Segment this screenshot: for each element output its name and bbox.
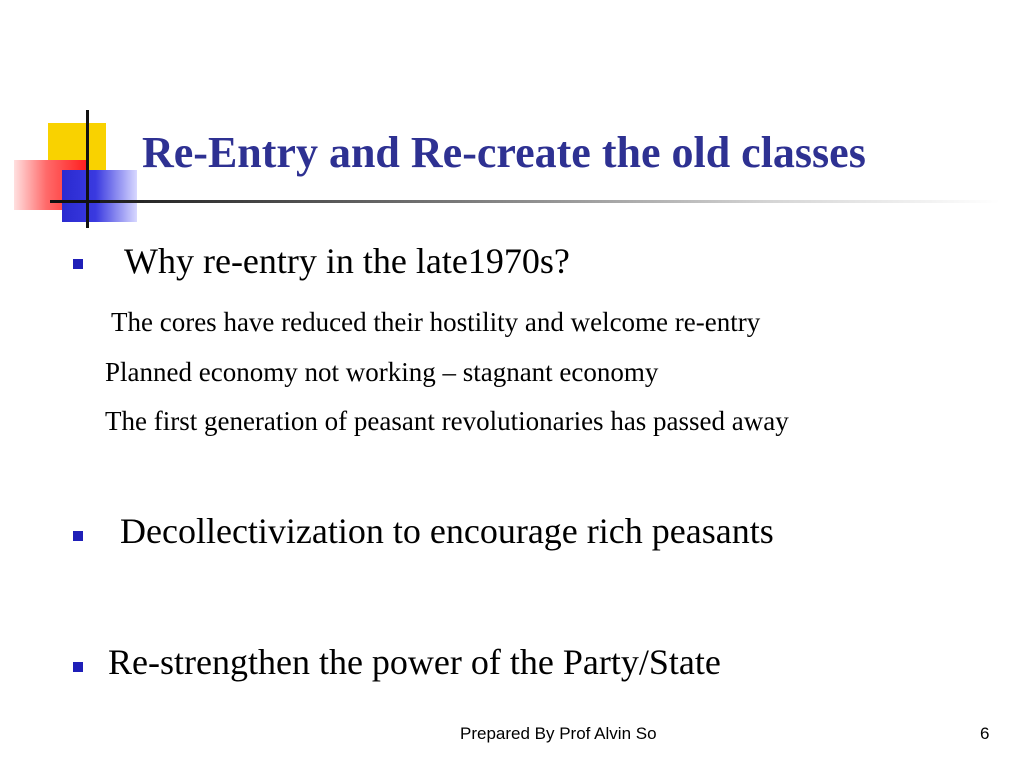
bullet-text: Re-strengthen the power of the Party/State bbox=[108, 642, 721, 682]
vertical-rule-shape bbox=[86, 110, 89, 228]
slide-title: Re-Entry and Re-create the old classes bbox=[142, 128, 866, 177]
blue-square-shape bbox=[62, 170, 137, 222]
bullet-square-icon bbox=[73, 531, 83, 541]
title-underline bbox=[100, 200, 1000, 203]
bullet-square-icon bbox=[73, 259, 83, 269]
sub-item-text: The cores have reduced their hostility and welcome re-entry bbox=[111, 307, 761, 337]
bullet-square-icon bbox=[73, 662, 83, 672]
page-number: 6 bbox=[980, 724, 990, 743]
decorative-logo bbox=[0, 0, 150, 240]
sub-item-text: Planned economy not working – stagnant economy bbox=[105, 357, 659, 387]
footer-author: Prepared By Prof Alvin So bbox=[460, 724, 657, 743]
bullet-text: Why re-entry in the late1970s? bbox=[124, 241, 570, 281]
bullet-text: Decollectivization to encourage rich peasants bbox=[120, 511, 774, 551]
sub-item-text: The first generation of peasant revolutionaries has passed away bbox=[105, 406, 789, 436]
